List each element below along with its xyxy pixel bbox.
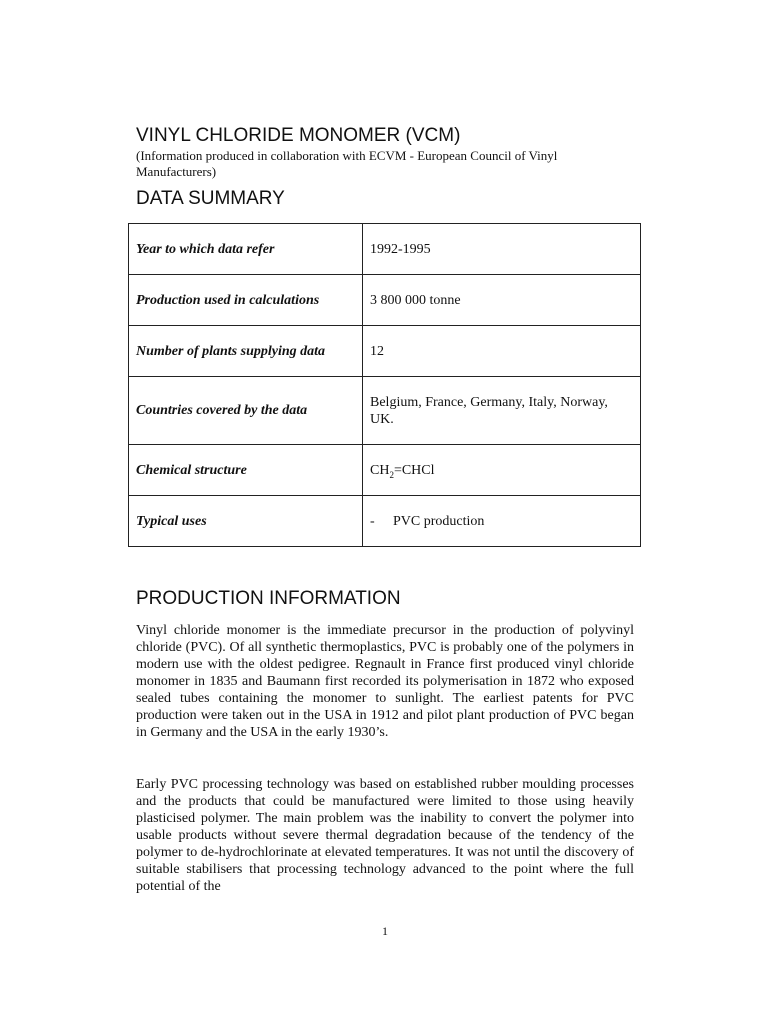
production-information-heading: PRODUCTION INFORMATION bbox=[136, 588, 401, 609]
row-value: Belgium, France, Germany, Italy, Norway, UK. bbox=[363, 377, 641, 445]
document-subtitle: (Information produced in collaboration with ECVM - European Council of Vinyl Manufacturers) bbox=[136, 148, 558, 179]
row-value: 12 bbox=[363, 326, 641, 377]
row-label: Typical uses bbox=[129, 496, 363, 547]
row-label: Countries covered by the data bbox=[129, 377, 363, 445]
table-row bbox=[129, 445, 641, 496]
table-row bbox=[129, 224, 641, 275]
formula-subscript: 2 bbox=[389, 469, 394, 480]
page-number: 1 bbox=[382, 924, 388, 938]
row-label: Year to which data refer bbox=[129, 224, 363, 275]
table-row bbox=[129, 275, 641, 326]
table-row bbox=[129, 326, 641, 377]
row-value: 1992-1995 bbox=[363, 224, 641, 275]
table-row bbox=[129, 377, 641, 445]
list-bullet: - bbox=[370, 513, 375, 529]
body-paragraph: Early PVC processing technology was based on established rubber moulding processes and the products that could be manufactured were limited to those using heavily plasticised polymer. The main problem was the inability to convert the polymer into usable products without severe thermal degradation because of the tendency of the polymer to de-hydrochlorinate at elevated temperatures. It was not until the discovery of suitable stabilisers that processing technology advanced to the point where the full potential of the bbox=[136, 777, 634, 894]
table-row bbox=[129, 496, 641, 547]
row-value bbox=[363, 496, 641, 547]
data-summary-heading: DATA SUMMARY bbox=[136, 188, 285, 209]
row-value: 3 800 000 tonne bbox=[363, 275, 641, 326]
row-label: Production used in calculations bbox=[129, 275, 363, 326]
formula-prefix: CH bbox=[370, 462, 390, 478]
row-label: Chemical structure bbox=[129, 445, 363, 496]
list-item: PVC production bbox=[393, 513, 485, 529]
body-paragraph: Vinyl chloride monomer is the immediate precursor in the production of polyvinyl chloride (PVC). Of all synthetic thermoplastics, PVC is probably one of the polymers in modern use with the oldest pedigree. Regnault in France first produced vinyl chloride monomer in 1835 and Baumann first recorded its polymerisation in 1872 who exposed sealed tubes containing the monomer to sunlight. The earliest patents for PVC production were taken out in the USA in 1912 and pilot plant production of PVC began in Germany and the USA in the early 1930’s. bbox=[136, 623, 634, 740]
chemical-formula bbox=[363, 445, 641, 496]
document-title: VINYL CHLORIDE MONOMER (VCM) bbox=[136, 125, 461, 146]
formula-suffix: =CHCl bbox=[393, 462, 435, 478]
data-summary-table bbox=[128, 223, 641, 547]
row-label: Number of plants supplying data bbox=[129, 326, 363, 377]
